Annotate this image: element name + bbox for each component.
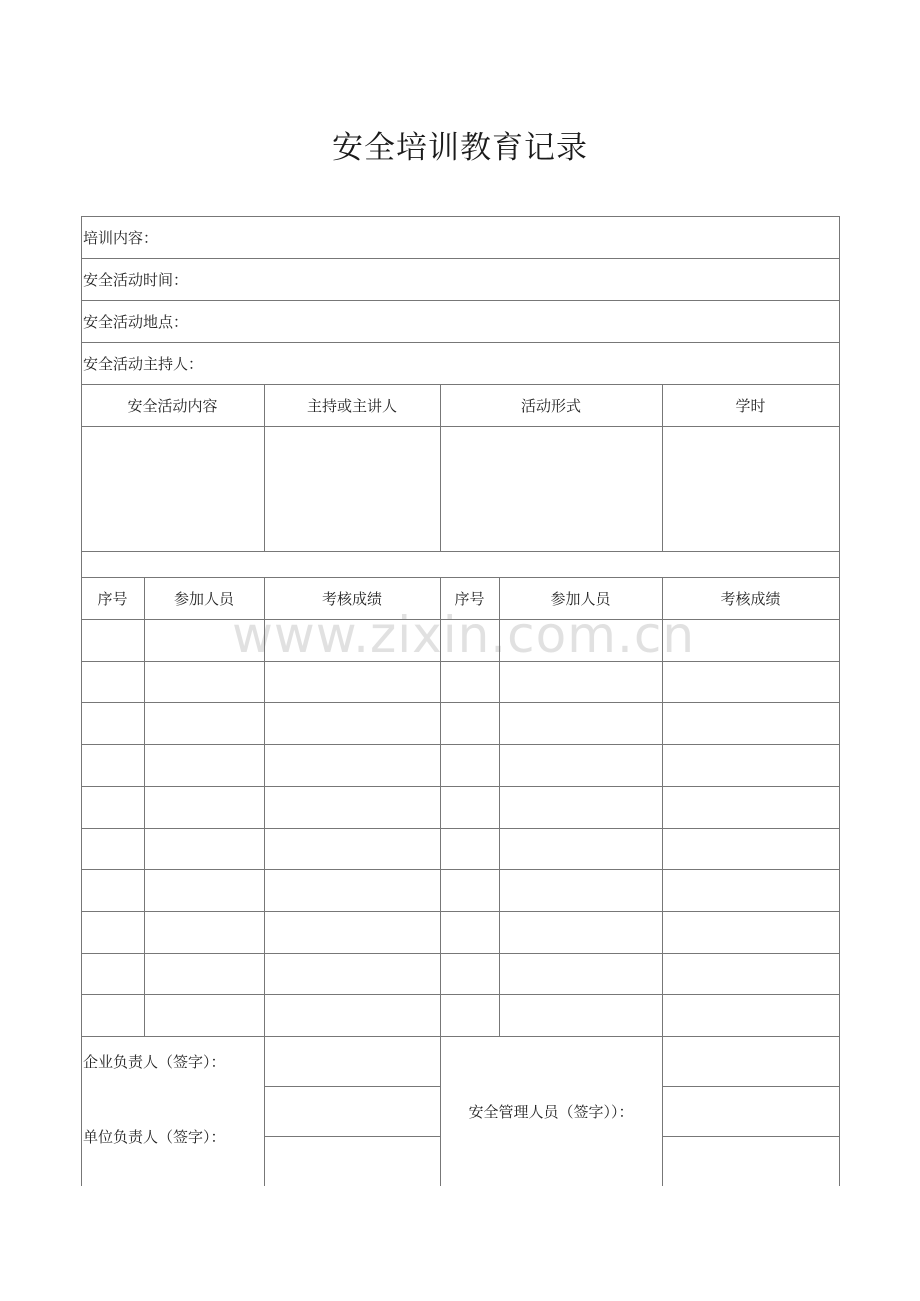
header-participants-right: 参加人员 bbox=[550, 589, 611, 608]
table-row-line bbox=[81, 577, 839, 578]
table-row-line bbox=[81, 551, 839, 552]
table-col-line bbox=[144, 577, 145, 1036]
training-record-form bbox=[81, 216, 839, 1186]
table-border-right bbox=[839, 216, 840, 1186]
table-row-line bbox=[81, 619, 839, 620]
header-score-right: 考核成绩 bbox=[720, 589, 781, 608]
safety-manager-signature-label: 安全管理人员（签字））： bbox=[468, 1102, 634, 1121]
enterprise-head-signature-label: 企业负责人（签字）： bbox=[83, 1052, 226, 1071]
table-row-line bbox=[81, 1036, 839, 1037]
header-participants-left: 参加人员 bbox=[173, 589, 234, 608]
table-col-line bbox=[440, 577, 441, 1036]
table-col-line bbox=[264, 577, 265, 1036]
table-row-line bbox=[81, 953, 839, 954]
table-col-line bbox=[662, 1036, 663, 1186]
unit-head-signature-label: 单位负责人（签字）： bbox=[83, 1127, 226, 1146]
table-col-line bbox=[264, 384, 265, 551]
table-row-line bbox=[81, 702, 839, 703]
table-row-line bbox=[662, 1086, 839, 1087]
header-seq-left: 序号 bbox=[97, 589, 128, 608]
table-row-line bbox=[81, 869, 839, 870]
table-row-line bbox=[81, 384, 839, 385]
table-col-line bbox=[264, 1036, 265, 1186]
activity-time-label: 安全活动时间： bbox=[83, 270, 189, 289]
table-row-line bbox=[81, 828, 839, 829]
table-col-line bbox=[499, 577, 500, 1036]
training-content-label: 培训内容： bbox=[83, 228, 159, 247]
activity-host-label: 安全活动主持人： bbox=[83, 354, 204, 373]
table-row-line bbox=[81, 342, 839, 343]
watermark-text: www.zixin.com.cn bbox=[232, 606, 696, 664]
table-row-line bbox=[81, 258, 839, 259]
table-border-left bbox=[81, 216, 82, 1186]
header-seq-right: 序号 bbox=[454, 589, 485, 608]
activity-location-label: 安全活动地点： bbox=[83, 312, 189, 331]
table-row-line bbox=[264, 1086, 440, 1087]
table-row-line bbox=[81, 994, 839, 995]
document-title: 安全培训教育记录 bbox=[332, 130, 588, 166]
table-border-top bbox=[81, 216, 839, 217]
table-row-line bbox=[81, 426, 839, 427]
header-study-hours: 学时 bbox=[735, 396, 766, 415]
table-row-line bbox=[81, 661, 839, 662]
table-row-line bbox=[81, 300, 839, 301]
header-score-left: 考核成绩 bbox=[321, 589, 382, 608]
table-row-line bbox=[81, 786, 839, 787]
table-col-line bbox=[440, 384, 441, 551]
header-host-speaker: 主持或主讲人 bbox=[306, 396, 397, 415]
table-row-line bbox=[81, 911, 839, 912]
table-row-line bbox=[662, 1136, 839, 1137]
table-col-line bbox=[440, 1036, 441, 1186]
table-col-line bbox=[662, 384, 663, 551]
table-row-line bbox=[264, 1136, 440, 1137]
header-activity-form: 活动形式 bbox=[520, 396, 581, 415]
header-activity-content: 安全活动内容 bbox=[127, 396, 218, 415]
table-col-line bbox=[662, 577, 663, 1036]
table-row-line bbox=[81, 744, 839, 745]
